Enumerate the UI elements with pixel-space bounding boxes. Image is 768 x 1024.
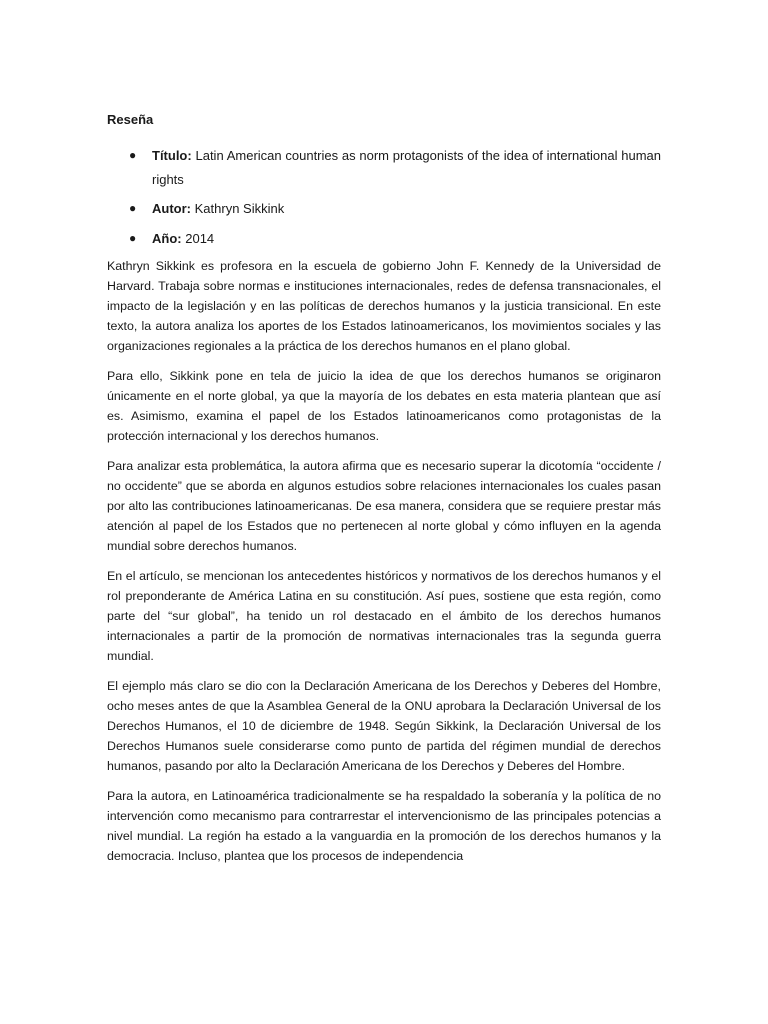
metadata-value: Kathryn Sikkink [194, 201, 285, 216]
bullet-icon: ● [129, 201, 137, 215]
document-page [107, 108, 661, 876]
document-heading: Reseña [107, 112, 154, 127]
metadata-label: Autor: [152, 201, 191, 216]
bullet-icon: ● [129, 230, 137, 245]
metadata-label: Título: [152, 148, 192, 163]
metadata-label: Año: [152, 230, 182, 246]
metadata-value: 2014 [185, 230, 215, 246]
metadata-list [107, 144, 661, 250]
body-paragraph: Para analizar esta problemática, la autora afirma que es necesario superar la dicotomía “occidente / no occidente” que se aborda en algunos estudios sobre relaciones internacionales los cuales pasan por alto las contribuciones latinoamericanas. De esa manera, considera que se requiere prestar más atención al papel de los Estados que no pertenecen al norte global y cómo influyen en la agenda mundial sobre derechos humanos. [107, 459, 661, 553]
body-paragraph: Para la autora, en Latinoamérica tradicionalmente se ha respaldado la soberanía y la política de no intervención como mecanismo para contrarrestar el intervencionismo de las principales potencias a nivel mundial. La región ha estado a la vanguardia en la promoción de los derechos humanos y la democracia. Incluso, plantea que los procesos de independencia [107, 789, 661, 863]
body-paragraph: Para ello, Sikkink pone en tela de juicio la idea de que los derechos humanos se originaron únicamente en el norte global, ya que la mayoría de los debates en esta materia plantean que así es. Asimismo, examina el papel de los Estados latinoamericanos como protagonistas de la protección internacional y los derechos humanos. [107, 369, 661, 443]
metadata-item-year [107, 227, 661, 251]
metadata-value: Latin American countries as norm protagonists of the idea of international human rights [152, 148, 661, 187]
bullet-icon: ● [129, 148, 137, 162]
body-paragraph: En el artículo, se mencionan los antecedentes históricos y normativos de los derechos humanos y el rol preponderante de América Latina en su constitución. Así pues, sostiene que esta región, como parte del “sur global”, ha tenido un rol destacado en el ámbito de los derechos humanos internacionales a partir de la promoción de normativas internacionales tras la segunda guerra mundial. [107, 569, 661, 663]
body-paragraph: El ejemplo más claro se dio con la Declaración Americana de los Derechos y Deberes del Hombre, ocho meses antes de que la Asamblea General de la ONU aprobara la Declaración Universal de los Derechos Humanos, el 10 de diciembre de 1948. Según Sikkink, la Declaración Universal de los Derechos Humanos suele considerarse como punto de partida del régimen mundial de derechos humanos, pasando por alto la Declaración Americana de los Derechos y Deberes del Hombre. [107, 679, 661, 773]
body-paragraph: Kathryn Sikkink es profesora en la escuela de gobierno John F. Kennedy de la Universidad de Harvard. Trabaja sobre normas e instituciones internacionales, redes de defensa transnacionales, el impacto de la legislación y en las políticas de derechos humanos y la justicia transicional. En este texto, la autora analiza los aportes de los Estados latinoamericanos, los movimientos sociales y las organizaciones regionales a la práctica de los derechos humanos en el plano global. [107, 259, 661, 353]
metadata-item-author [107, 197, 661, 221]
metadata-item-title [107, 144, 661, 191]
